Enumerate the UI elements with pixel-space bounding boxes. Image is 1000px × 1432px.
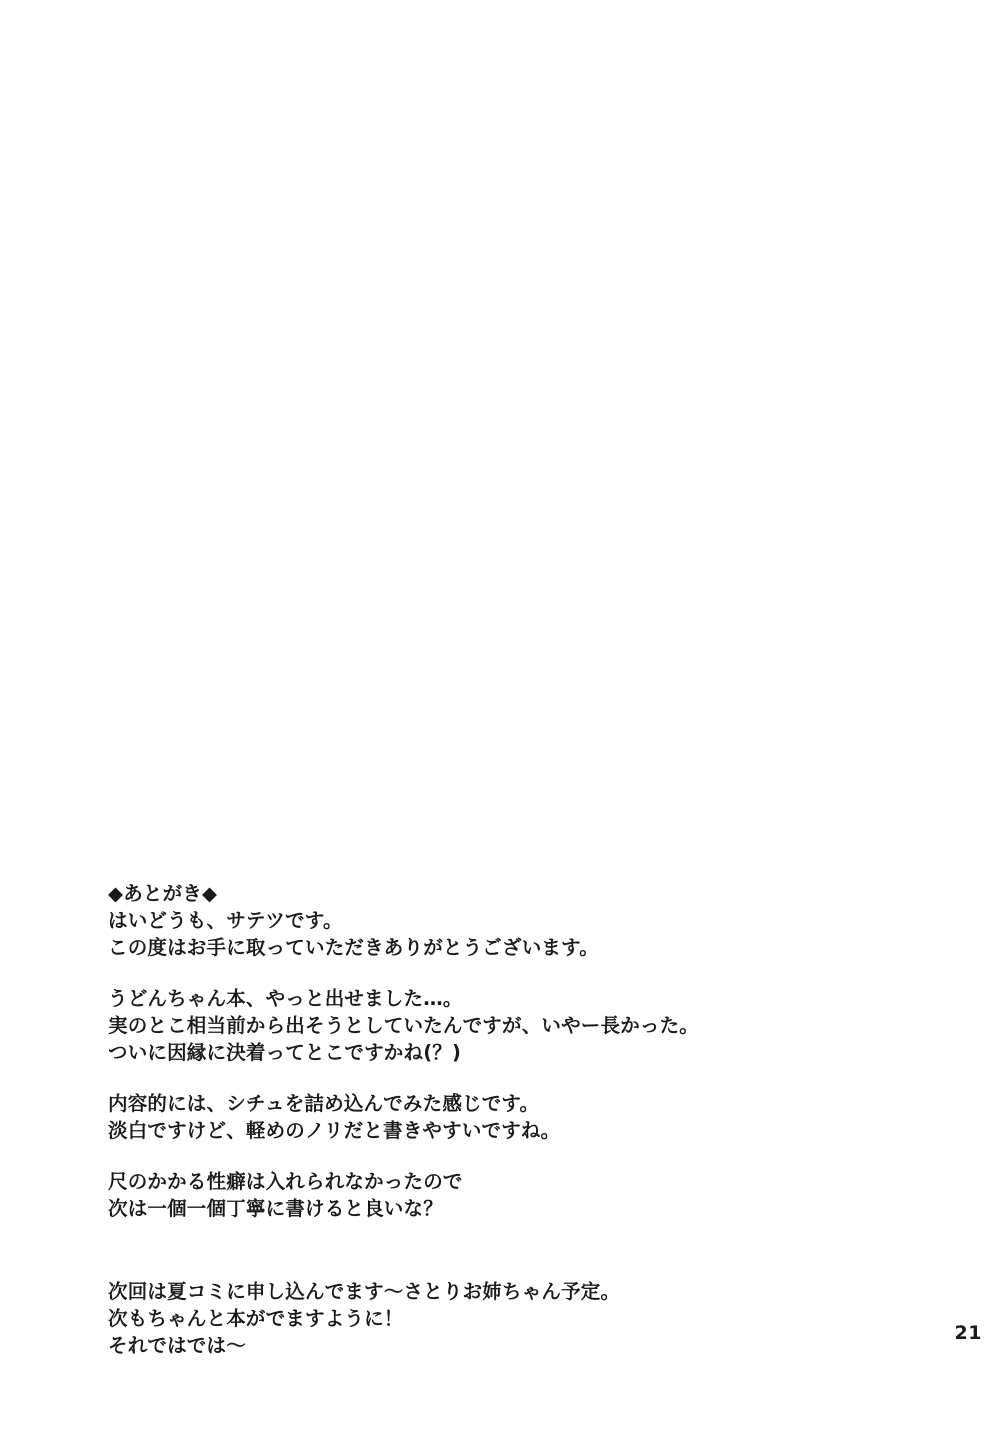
afterword-intro-line-2: この度はお手に取っていただきありがとうございます。 xyxy=(108,936,599,959)
afterword-section xyxy=(108,880,868,1359)
afterword-heading-block xyxy=(108,880,868,961)
paragraph-4-line-2: 次もちゃんと本がでますように！ xyxy=(108,1307,404,1330)
afterword-paragraph-2 xyxy=(108,1090,868,1144)
afterword-heading: ◆あとがき◆ xyxy=(108,882,218,905)
afterword-paragraph-3 xyxy=(108,1168,868,1222)
afterword-intro-line-1: はいどうも、サテツです。 xyxy=(108,909,343,932)
paragraph-1-line-2: 実のとこ相当前から出そうとしていたんですが、いやー長かった。 xyxy=(108,1014,700,1037)
paragraph-1-line-3: ついに因縁に決着ってとこですかね(？) xyxy=(108,1041,462,1064)
paragraph-3-line-1: 尺のかかる性癖は入れられなかったので xyxy=(108,1170,463,1193)
paragraph-1-line-1: うどんちゃん本、やっと出せました…。 xyxy=(108,987,463,1010)
paragraph-2-line-2: 淡白ですけど、軽めのノリだと書きやすいですね。 xyxy=(108,1119,561,1142)
paragraph-4-line-3: それではでは〜 xyxy=(108,1334,246,1357)
paragraph-4-line-1: 次回は夏コミに申し込んでます〜さとりお姉ちゃん予定。 xyxy=(108,1280,621,1303)
page-number: 21 xyxy=(954,1322,982,1344)
paragraph-2-line-1: 内容的には、シチュを詰め込んでみた感じです。 xyxy=(108,1092,540,1115)
afterword-paragraph-4 xyxy=(108,1278,868,1359)
afterword-paragraph-1 xyxy=(108,985,868,1066)
paragraph-3-line-2: 次は一個一個丁寧に書けると良いな？ xyxy=(108,1197,443,1220)
